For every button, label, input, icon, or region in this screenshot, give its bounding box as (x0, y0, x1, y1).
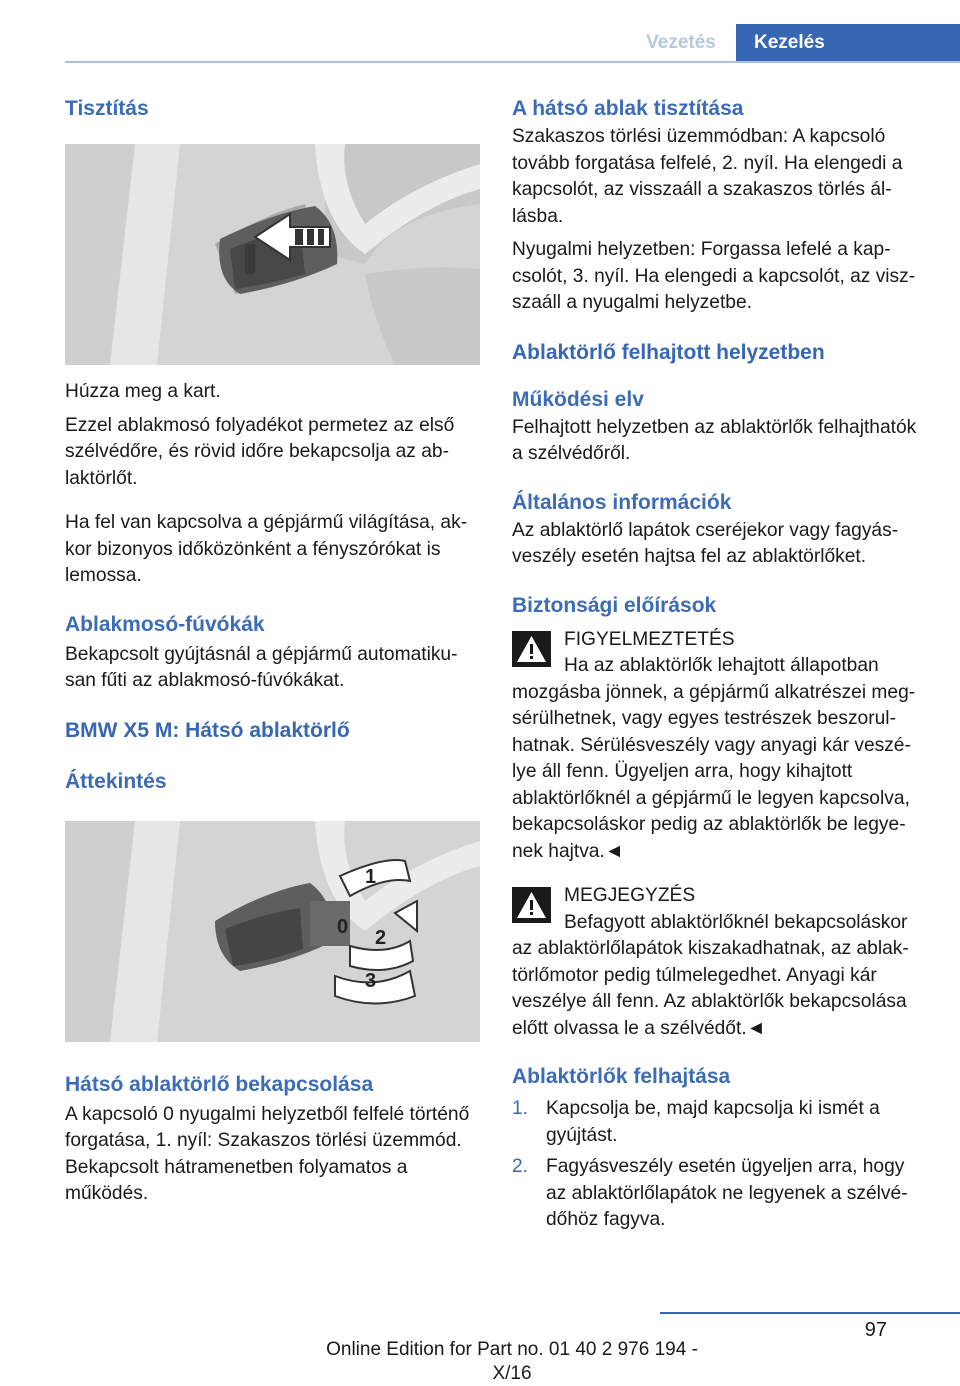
text-nozzle-heating: Bekapcsolt gyújtásnál a gépjármű automatikusan fűti az ablakmosó-fúvókákat. (65, 643, 458, 691)
heading-hatso-bekapcsolasa: Hátsó ablaktörlő bekapcsolása (65, 1072, 374, 1096)
warning-text: mozgásba jönnek, a gépjármű alkatrészei megsérülhetnek, vagy egyes testrészek beszorulhatnak. Sérülésveszély vagy anyagi kár veszélye áll fenn. Ügyeljen arra, hogy kihajtott ablaktörlőknél a gépjármű le legyen kapcsolva, bekapcsoláskor pedig az ablaktörlők be legyenek hajtva.◄ (512, 681, 916, 862)
heading-biztonsagi-eloirasok: Biztonsági előírások (512, 593, 717, 617)
text-rear-wiper-activation: A kapcsoló 0 nyugalmi helyzetből felfelé történő forgatása, 1. nyíl: Szakaszos törlési üzemmód. Bekapcsolt hátramenetben folyamatos a működés. (65, 1103, 470, 1204)
foldout-steps-list (512, 1096, 928, 1234)
warning-title: FIGYELMEZTETÉS (564, 628, 735, 650)
switch-label-2: 2 (375, 926, 387, 949)
heading-felhajtott-helyzet: Ablaktörlő felhajtott helyzetben (512, 340, 825, 364)
left-column (65, 96, 480, 1208)
page-number: 97 (864, 1319, 887, 1341)
header-tab-vezetes[interactable]: Vezetés (646, 32, 716, 53)
step-number: 1. (512, 1098, 529, 1119)
footer-rule (660, 1312, 960, 1314)
warning-block (512, 627, 928, 866)
switch-label-3: 3 (365, 969, 377, 992)
heading-ablakmoso-fuvokak: Ablakmosó-fúvókák (65, 612, 265, 636)
header-rule (65, 61, 960, 63)
switch-label-1: 1 (365, 865, 377, 888)
heading-ablaktorlok-felhajtasa: Ablaktörlők felhajtása (512, 1065, 731, 1088)
edition-text: Online Edition for Part no. 01 40 2 976 194 - X/16 (326, 1339, 698, 1384)
wiper-stalk-pull-illustration (65, 144, 480, 365)
warning-triangle-icon (512, 631, 551, 667)
notice-triangle-icon (512, 887, 551, 923)
heading-hatso-ablak-tisztitasa: A hátsó ablak tisztítása (512, 97, 744, 120)
figure-rear-wiper-switch (65, 821, 480, 1042)
step-text: Kapcsolja be, majd kapcsolja ki ismét a gyújtást. (546, 1098, 880, 1146)
right-column (512, 96, 928, 1239)
notice-text: az ablaktörlőlapátok kiszakadhatnak, az ablaktörlőmotor pedig túlmelegedhet. Anyagi kár veszélye áll fenn. Az ablaktörlők bekapcsolása előtt olvassa le a szélvédőt.◄ (512, 938, 909, 1039)
notice-text-first-line: Befagyott ablaktörlőknél bekapcsoláskor (564, 911, 908, 933)
heading-attekintes: Áttekintés (65, 769, 167, 793)
text-general-info: Az ablaktörlő lapátok cseréjekor vagy fagyásveszély esetén hajtsa fel az ablaktörlőket. (512, 519, 899, 567)
warning-text-first-line: Ha az ablaktörlők lehajtott állapotban (564, 655, 879, 676)
text-rest-position: Nyugalmi helyzetben: Forgassa lefelé a kapcsolót, 3. nyíl. Ha elengedi a kapcsolót, az viszszaáll a nyugalmi helyzetbe. (512, 239, 916, 313)
step-number: 2. (512, 1156, 529, 1177)
heading-tisztitas: Tisztítás (65, 97, 149, 120)
text-interval-mode: Szakaszos törlési üzemmódban: A kapcsoló tovább forgatása felfelé, 2. nyíl. Ha elengedi a kapcsolót, az visszaáll a szakaszos törlés állásba. (512, 126, 903, 227)
notice-block (512, 883, 928, 1042)
step-text: Fagyásveszély esetén ügyeljen arra, hogy az ablaktörlőlapátok ne legyenek a szélvédőhöz fagyva. (546, 1156, 908, 1230)
list-item (512, 1154, 928, 1234)
figure-wiper-stalk-pull (65, 144, 480, 365)
heading-altalanos-informaciok: Általános információk (512, 490, 732, 514)
header-tab-kezeles[interactable]: Kezelés (736, 24, 960, 63)
text-headlight-wash: Ha fel van kapcsolva a gépjármű világítása, akkor bizonyos időközönként a fényszórókat is lemossa. (65, 512, 468, 586)
heading-bmw-x5m-rear-wiper: BMW X5 M: Hátsó ablaktörlő (65, 718, 350, 742)
list-item (512, 1096, 928, 1149)
text-foldout-principle: Felhajtott helyzetben az ablaktörlők felhajthatók a szélvédőről. (512, 416, 917, 464)
notice-title: MEGJEGYZÉS (564, 885, 696, 906)
text-washer-fluid: Ezzel ablakmosó folyadékot permetez az első szélvédőre, és rövid időre bekapcsolja az ablaktörlőt. (65, 414, 455, 489)
switch-label-0: 0 (337, 915, 349, 938)
rear-wiper-switch-illustration (65, 821, 480, 1042)
heading-mukodesi-elv: Működési elv (512, 387, 644, 411)
text-pull-lever: Húzza meg a kart. (65, 381, 221, 402)
